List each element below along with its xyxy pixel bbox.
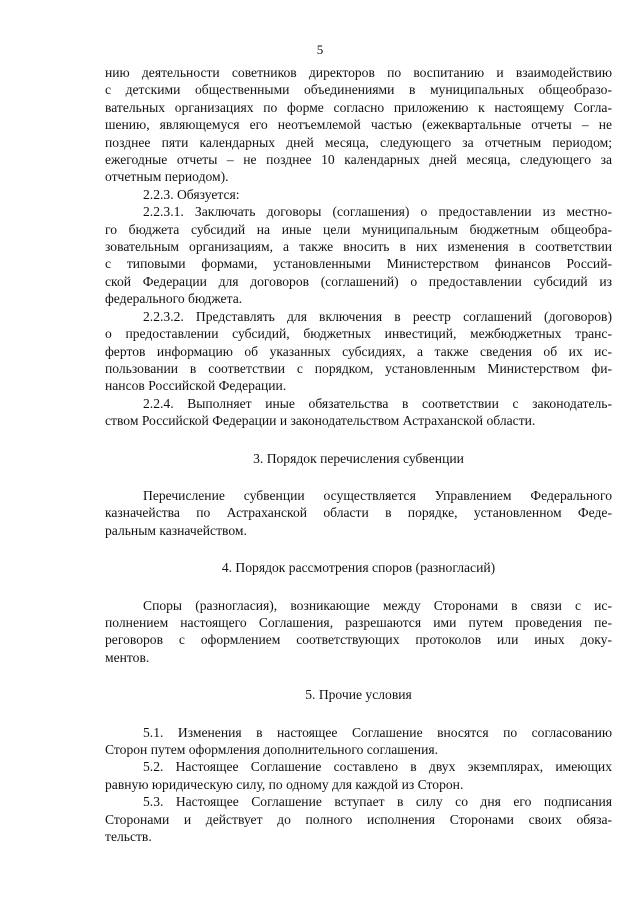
text-line: зовательным организациям, а также вносить в них изменения в соответствии (105, 239, 612, 255)
spacer (105, 539, 612, 559)
text-line: шению, являющемуся его неотъемлемой частью (ежеквартальные отчеты – не (105, 117, 612, 133)
text-line: Сторонами и действует до полного исполнения Сторонами своих обяза- (105, 811, 612, 827)
text-line: позднее пяти календарных дней месяца, следующего за отчетным периодом; (105, 134, 612, 150)
text-line: Сторон путем оформления дополнительного соглашения. (105, 742, 439, 757)
text-line: отчетным периодом). (105, 169, 229, 185)
spacer (105, 666, 612, 686)
spacer (105, 704, 612, 724)
paragraph-5-3 (105, 793, 612, 845)
paragraph-5-1 (105, 724, 612, 759)
text-line: 2.2.3.2. Представлять для включения в реестр соглашений (договоров) (143, 308, 612, 324)
text-line: равную юридическую силу, по одному для каждой из Сторон. (105, 776, 464, 792)
text-line: Перечисление субвенции осуществляется Управлением Федерального (143, 487, 612, 503)
text-line: о предоставлении субсидий, бюджетных инвестиций, межбюджетных транс- (105, 326, 612, 342)
section-heading-4: 4. Порядок рассмотрения споров (разногласий) (221, 560, 496, 576)
section-heading-3: 3. Порядок перечисления субвенции (253, 450, 464, 466)
document-body (105, 64, 612, 845)
text-line: тельств. (105, 829, 152, 845)
text-line: ежегодные отчеты – не позднее 10 календарных дней месяца, следующего за (105, 152, 612, 168)
text-line: казначейства по Астраханской области в порядке, установленном Феде- (105, 505, 612, 521)
text-line: с типовыми формами, установленными Министерством финансов Россий- (105, 256, 612, 272)
text-line: ментов. (105, 649, 150, 665)
paragraph-report-continuation (105, 64, 612, 186)
text-line: с детскими общественными объединениями в муниципальных общеобразо- (105, 82, 612, 98)
text-line: фертов информацию об указанных субсидиях, а также сведения об их ис- (105, 343, 612, 359)
paragraph-2-2-3-2 (105, 308, 612, 395)
spacer (105, 430, 612, 450)
text-line: 5.2. Настоящее Соглашение составлено в двух экземплярах, имеющих (143, 759, 612, 775)
page-number: 5 (316, 42, 324, 57)
text-line: ской Федерации для договоров (соглашений) о предоставлении субсидий из (105, 273, 612, 289)
text-line: 2.2.3.1. Заключать договоры (соглашения) о предоставлении из местно- (143, 204, 612, 220)
paragraph-2-2-3 (105, 186, 612, 203)
spacer (105, 467, 612, 487)
text-line: Споры (разногласия), возникающие между Сторонами в связи с ис- (143, 597, 612, 613)
text-line: 2.2.3. Обязуется: (143, 186, 240, 202)
text-line: 2.2.4. Выполняет иные обязательства в соответствии с законодатель- (143, 395, 612, 411)
text-line: реговоров с оформлением соответствующих протоколов или иных доку- (105, 632, 612, 648)
spacer (105, 577, 612, 597)
text-line: ством Российской Федерации и законодательством Астраханской области. (105, 413, 536, 429)
text-line: нию деятельности советников директоров по воспитанию и взаимодействию (105, 65, 612, 80)
paragraph-5-2 (105, 758, 612, 793)
text-line: полнением настоящего Соглашения, разрешаются ими путем проведения пе- (105, 614, 612, 630)
text-line: вательных организациях по форме согласно приложению к настоящему Согла- (105, 99, 612, 115)
text-line: го бюджета субсидий на иные цели муниципальным бюджетным общеобра- (105, 221, 612, 237)
section-heading-5: 5. Прочие условия (305, 687, 412, 703)
text-line: нансов Российской Федерации. (105, 378, 287, 394)
text-line: ральным казначейством. (105, 522, 247, 538)
paragraph-section-4 (105, 597, 612, 667)
paragraph-2-2-4 (105, 395, 612, 430)
text-line: федерального бюджета. (105, 291, 243, 307)
paragraph-section-3 (105, 487, 612, 539)
text-line: 5.1. Изменения в настоящее Соглашение вносятся по согласованию (143, 724, 612, 740)
paragraph-2-2-3-1 (105, 203, 612, 307)
text-line: пользовании в соответствии с порядком, установленным Министерством фи- (105, 360, 612, 376)
text-line: 5.3. Настоящее Соглашение вступает в силу со дня его подписания (143, 794, 612, 810)
